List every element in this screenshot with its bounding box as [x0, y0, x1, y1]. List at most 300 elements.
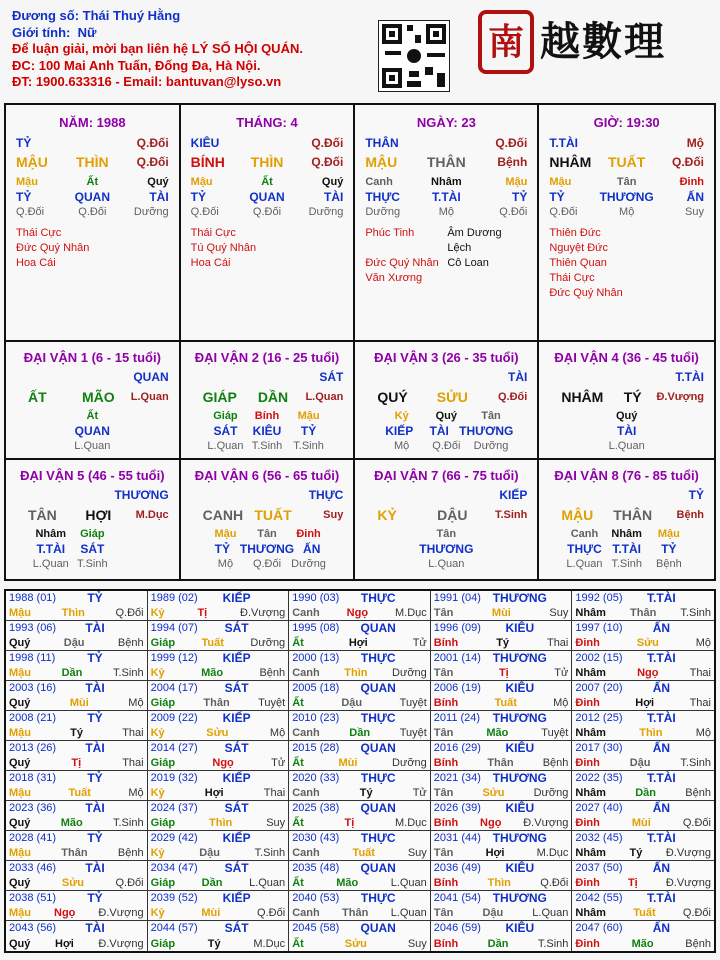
- year-stage: Q.Đối: [682, 907, 711, 919]
- year-stage: Mộ: [695, 637, 711, 649]
- year-god: ẤN: [652, 861, 671, 875]
- dai-van-god: KIẾP: [499, 488, 528, 502]
- dai-van-state: M.Dục: [135, 509, 169, 521]
- year-branch: Tuất: [494, 697, 517, 709]
- year-god: KIẾP: [222, 651, 251, 665]
- pillar-cell: [181, 105, 356, 342]
- year-stage: M.Dục: [395, 817, 427, 829]
- year-label: 2021 (34): [433, 772, 481, 784]
- year-god: QUAN: [360, 801, 396, 815]
- year-god: SÁT: [224, 681, 249, 695]
- year-stem: Tân: [433, 907, 454, 919]
- dai-van-god: THỰC: [308, 488, 344, 502]
- dai-van-hidden-god: TỶ: [661, 542, 677, 556]
- year-branch: Mùi: [631, 817, 651, 829]
- dai-van-title: ĐẠI VẬN 2 (16 - 25 tuổi): [194, 350, 340, 365]
- year-god: SÁT: [224, 621, 249, 635]
- year-stage: Mộ: [269, 727, 286, 739]
- pillar-state: Q.Đối: [311, 155, 344, 169]
- note-item: Đức Quý Nhân: [16, 242, 90, 254]
- dai-van-stem: CANH: [202, 507, 244, 523]
- year-stem: Bính: [433, 757, 459, 769]
- year-stem: Bính: [433, 938, 459, 950]
- year-label: 2034 (47): [150, 862, 198, 874]
- year-stage: Dưỡng: [533, 787, 569, 799]
- year-stem: Ất: [292, 757, 304, 769]
- dai-van-title: ĐẠI VẬN 1 (6 - 15 tuổi): [23, 350, 161, 365]
- year-branch: Mùi: [201, 907, 221, 919]
- hidden-god: THỰC: [365, 190, 400, 204]
- year-cell: [289, 921, 431, 951]
- year-stage: Dưỡng: [392, 667, 427, 679]
- dai-van-branch: MÃO: [82, 389, 115, 405]
- year-stage: Bệnh: [117, 637, 144, 649]
- year-god: QUAN: [360, 741, 396, 755]
- year-god: TÀI: [85, 681, 105, 695]
- year-branch: Tị: [627, 877, 638, 889]
- dai-van-stage: [469, 557, 514, 572]
- year-god: THƯƠNG: [492, 711, 547, 725]
- dai-van-title: ĐẠI VẬN 8 (76 - 85 tuổi): [554, 468, 699, 483]
- dai-van-title: ĐẠI VẬN 4 (36 - 45 tuổi): [554, 350, 699, 365]
- year-god: TỶ: [87, 831, 103, 845]
- brand-logo: 越數理: [540, 18, 666, 65]
- dai-van-stage: [113, 557, 155, 572]
- year-stage: Q.Đối: [257, 907, 286, 919]
- year-branch: Thân: [342, 907, 369, 919]
- dai-van-branch: TÝ: [623, 389, 642, 405]
- year-stage: Tử: [554, 667, 569, 679]
- year-stem: Nhâm: [575, 907, 606, 919]
- year-label: 2047 (60): [575, 922, 623, 934]
- year-label: 2007 (20): [575, 682, 623, 694]
- year-cell: [289, 831, 431, 861]
- note-item: Thái Cực: [16, 227, 62, 239]
- note-item: Đức Quý Nhân: [365, 257, 439, 269]
- dai-van-cell: [355, 460, 539, 581]
- hidden-god: THƯƠNG: [599, 190, 654, 204]
- year-cell: [431, 771, 573, 801]
- year-stage: Đ.Vượng: [665, 847, 711, 859]
- year-branch: Thìn: [639, 727, 663, 739]
- dai-van-stage: T.Sinh: [251, 440, 283, 452]
- year-label: 2000 (13): [292, 652, 340, 664]
- year-stage: Thai: [689, 697, 711, 709]
- year-cell: [572, 771, 714, 801]
- year-cell: [431, 681, 573, 711]
- year-stage: T.Sinh: [537, 938, 569, 950]
- year-label: 1994 (07): [150, 622, 198, 634]
- year-stage: Bệnh: [685, 938, 711, 950]
- dai-van-stem: MẬU: [561, 507, 594, 523]
- year-branch: Tị: [498, 667, 509, 679]
- hidden-god: TÀI: [149, 190, 169, 204]
- year-branch: Dần: [635, 787, 657, 799]
- year-god: ẤN: [652, 621, 671, 635]
- year-branch: Mão: [486, 727, 509, 739]
- year-stage: Mộ: [128, 697, 144, 709]
- dai-van-hidden: [113, 409, 155, 424]
- year-stage: Mộ: [695, 727, 711, 739]
- year-god: TỶ: [87, 591, 103, 605]
- year-branch: Dậu: [199, 847, 221, 859]
- year-branch: Hợi: [485, 847, 505, 859]
- year-label: 2004 (17): [150, 682, 198, 694]
- dai-van-hidden-god: SÁT: [213, 424, 238, 438]
- owner-label: Đương số:: [12, 8, 80, 23]
- year-god: TÀI: [85, 861, 105, 875]
- year-cell: [431, 831, 573, 861]
- year-branch: Mùi: [491, 607, 511, 619]
- year-cell: [6, 771, 148, 801]
- hidden-god: TỶ: [16, 190, 32, 204]
- year-cell: [431, 591, 573, 621]
- year-stem: Giáp: [150, 757, 176, 769]
- year-branch: Ngọ: [212, 757, 234, 769]
- life-stage: Suy: [685, 206, 705, 218]
- dai-van-stage: L.Quan: [74, 440, 111, 452]
- hidden-god: ẤN: [686, 190, 705, 204]
- year-label: 2003 (16): [9, 682, 57, 694]
- year-god: ẤN: [652, 741, 671, 755]
- note-item: Hoa Cái: [190, 257, 231, 269]
- note-item: Nguyệt Đức: [549, 242, 609, 254]
- year-label: 2043 (56): [9, 922, 57, 934]
- year-god: KIÊU: [505, 681, 535, 695]
- year-cell: [289, 771, 431, 801]
- year-cell: [572, 651, 714, 681]
- year-stem: Giáp: [150, 938, 176, 950]
- year-branch: Mùi: [69, 697, 89, 709]
- year-god: THỰC: [360, 771, 396, 785]
- year-stage: M.Dục: [536, 847, 569, 859]
- dai-van-stage: Mộ: [394, 440, 410, 452]
- year-stem: Tân: [433, 787, 454, 799]
- hidden-stem: Quý: [147, 176, 169, 188]
- dai-van-hidden: Mậu: [297, 410, 320, 422]
- year-cell: [6, 921, 148, 951]
- year-god: KIẾP: [222, 711, 251, 725]
- year-stage: Thai: [546, 637, 569, 649]
- year-god: SÁT: [224, 861, 249, 875]
- dai-van-stage: Q.Đối: [432, 440, 461, 452]
- dai-van-stage: Mộ: [217, 558, 234, 570]
- year-stem: Nhâm: [575, 847, 606, 859]
- year-cell: [431, 891, 573, 921]
- dai-van-state: T.Sinh: [494, 509, 528, 521]
- year-god: THỰC: [360, 891, 396, 905]
- dai-van-stage: L.Quan: [608, 440, 645, 452]
- dai-van-hidden: Đinh: [296, 528, 321, 540]
- dai-van-stage: T.Sinh: [293, 440, 324, 452]
- hidden-god: TỶ: [190, 190, 206, 204]
- gender-value: Nữ: [77, 24, 97, 40]
- dai-van-hidden-god: [473, 542, 513, 557]
- year-label: 2025 (38): [292, 802, 340, 814]
- year-god: TỶ: [87, 711, 103, 725]
- pillar-branch: THÂN: [426, 154, 466, 170]
- year-cell: [6, 621, 148, 651]
- year-stage: Bệnh: [542, 757, 569, 769]
- dai-van-title: ĐẠI VẬN 7 (66 - 75 tuổi): [374, 468, 519, 483]
- year-stem: Ất: [292, 938, 304, 950]
- dai-van-hidden-god: KIẾP: [385, 424, 414, 438]
- year-cell: [431, 741, 573, 771]
- owner-name: Thái Thuý Hằng: [82, 8, 181, 23]
- year-label: 1993 (06): [9, 622, 57, 634]
- year-god: TÀI: [85, 741, 105, 755]
- hidden-stem: Đinh: [679, 176, 705, 188]
- year-branch: Dậu: [341, 697, 363, 709]
- dai-van-branch: DẦN: [257, 389, 289, 405]
- pillar-branch: THÌN: [76, 154, 109, 170]
- year-cell: [148, 681, 290, 711]
- year-branch: Tý: [629, 847, 643, 859]
- dai-van-stem: QUÝ: [377, 389, 408, 405]
- year-stage: Dưỡng: [250, 637, 286, 649]
- year-cell: [6, 681, 148, 711]
- hidden-stem: Tân: [616, 176, 637, 188]
- year-cell: [572, 861, 714, 891]
- dai-van-hidden-god: QUAN: [74, 424, 110, 438]
- life-stage: Mộ: [438, 206, 454, 218]
- year-label: 2040 (53): [292, 892, 340, 904]
- year-cell: [6, 801, 148, 831]
- year-branch: Thân: [630, 607, 657, 619]
- year-stem: Mậu: [9, 607, 31, 619]
- dai-van-state: L.Quan: [130, 391, 169, 403]
- year-stem: Quý: [9, 938, 31, 950]
- pillar-stem: BÍNH: [190, 154, 225, 170]
- pillar-stem: MẬU: [16, 154, 48, 170]
- year-branch: Tý: [207, 938, 221, 950]
- year-branch: Hợi: [55, 938, 74, 950]
- pillar-branch: THÌN: [250, 154, 284, 170]
- year-stage: L.Quan: [390, 877, 427, 889]
- pillar-stem-god: TỶ: [16, 136, 32, 150]
- year-stem: Kỷ: [150, 607, 165, 619]
- dai-van-hidden-god: [563, 424, 605, 439]
- year-stage: Suy: [266, 817, 286, 829]
- year-god: SÁT: [224, 801, 249, 815]
- year-label: 2022 (35): [575, 772, 623, 784]
- dai-van-hidden-god: T.TÀI: [36, 542, 66, 556]
- year-god: T.TÀI: [647, 891, 676, 905]
- year-stage: Tuyệt: [399, 727, 427, 739]
- pillar-title: NGÀY: 23: [416, 115, 476, 130]
- year-stage: Đ.Vượng: [665, 877, 711, 889]
- dai-van-hidden: Bính: [254, 410, 280, 422]
- dai-van-stem: NHÂM: [561, 389, 604, 405]
- year-branch: Sửu: [482, 787, 505, 799]
- life-stage: Dưỡng: [365, 206, 401, 218]
- year-stem: Bính: [433, 817, 459, 829]
- year-branch: Tuất: [201, 637, 224, 649]
- year-label: 2037 (50): [575, 862, 623, 874]
- year-label: 1990 (03): [292, 592, 340, 604]
- dai-van-hidden: Nhâm: [35, 528, 67, 540]
- dai-van-hidden: Mậu: [657, 528, 680, 540]
- dai-van-stem: GIÁP: [202, 389, 237, 405]
- year-stem: Quý: [9, 637, 31, 649]
- dai-van-hidden: [469, 527, 514, 542]
- year-label: 2019 (32): [150, 772, 198, 784]
- year-branch: Hợi: [348, 637, 368, 649]
- year-branch: Dần: [487, 938, 509, 950]
- year-label: 2031 (44): [433, 832, 481, 844]
- year-cell: [289, 861, 431, 891]
- year-stem: Đinh: [575, 637, 600, 649]
- dai-van-stage: [30, 439, 72, 454]
- year-stage: Suy: [549, 607, 569, 619]
- pillar-stem-god: KIÊU: [190, 136, 220, 150]
- year-god: QUAN: [360, 861, 396, 875]
- dai-van-stage: L.Quan: [32, 558, 69, 570]
- year-label: 2044 (57): [150, 922, 198, 934]
- year-god: THỰC: [360, 831, 396, 845]
- year-stage: Tuyệt: [399, 697, 427, 709]
- year-god: THỰC: [360, 711, 396, 725]
- year-label: 2035 (48): [292, 862, 340, 874]
- year-label: 2013 (26): [9, 742, 57, 754]
- note-item: Đức Quý Nhân: [549, 287, 623, 299]
- year-god: THỰC: [360, 651, 396, 665]
- pillar-branch: TUẤT: [608, 154, 646, 170]
- dai-van-stage: Q.Đối: [252, 558, 282, 570]
- dai-van-hidden: Giáp: [80, 528, 105, 540]
- year-label: 2020 (33): [292, 772, 340, 784]
- year-god: QUAN: [360, 921, 396, 935]
- life-stage: Q.Đối: [499, 206, 528, 218]
- pillar-top-state: Mộ: [686, 136, 705, 150]
- year-label: 2016 (29): [433, 742, 481, 754]
- year-stage: T.Sinh: [113, 817, 144, 829]
- year-branch: Tị: [71, 757, 82, 769]
- year-branch: Tý: [70, 727, 84, 739]
- dai-van-stage: [113, 439, 155, 454]
- year-label: 2030 (43): [292, 832, 340, 844]
- dai-van-hidden: [379, 527, 424, 542]
- year-stem: Bính: [433, 697, 459, 709]
- year-branch: Thìn: [61, 607, 85, 619]
- pillars-grid: [4, 103, 716, 581]
- dai-van-state: Bệnh: [676, 509, 705, 521]
- year-stage: Tuyệt: [541, 727, 569, 739]
- year-label: 2046 (59): [433, 922, 481, 934]
- dai-van-hidden: [113, 527, 155, 542]
- year-label: 2045 (58): [292, 922, 340, 934]
- year-stem: Canh: [292, 847, 320, 859]
- dai-van-stage: Dưỡng: [473, 440, 509, 452]
- year-god: ẤN: [652, 921, 671, 935]
- year-stem: Canh: [292, 727, 320, 739]
- dai-van-branch: TUẤT: [254, 507, 292, 523]
- year-branch: Tị: [344, 817, 355, 829]
- dai-van-hidden-god: TÀI: [429, 424, 449, 438]
- year-label: 2039 (52): [150, 892, 198, 904]
- note-item: Âm Dương Lệch: [447, 227, 502, 254]
- hidden-stem: Ất: [86, 176, 99, 188]
- note-item: Thiên Quan: [549, 257, 607, 269]
- year-branch: Tuất: [352, 847, 375, 859]
- year-stage: Bệnh: [259, 667, 286, 679]
- year-stem: Canh: [292, 607, 320, 619]
- note-item: Thái Cực: [549, 272, 595, 284]
- dai-van-hidden-god: THƯƠNG: [239, 542, 295, 556]
- year-stage: Đ.Vượng: [523, 817, 569, 829]
- hidden-stem: Mậu: [190, 176, 213, 188]
- year-cell: [289, 891, 431, 921]
- year-god: TỶ: [87, 891, 103, 905]
- year-label: 2023 (36): [9, 802, 57, 814]
- year-god: KIÊU: [505, 621, 535, 635]
- year-label: 2028 (41): [9, 832, 57, 844]
- year-god: T.TÀI: [647, 591, 676, 605]
- year-god: QUAN: [360, 621, 396, 635]
- dai-van-hidden-god: SÁT: [80, 542, 105, 556]
- dai-van-stage: T.Sinh: [611, 558, 642, 570]
- dai-van-hidden-god: THƯƠNG: [419, 542, 474, 556]
- year-stem: Tân: [433, 607, 454, 619]
- phone-email-line[interactable]: ĐT: 1900.633316 - Email: bantuvan@lyso.vn: [12, 74, 282, 89]
- dai-van-hidden: Nhâm: [611, 528, 642, 540]
- year-stem: Kỷ: [150, 847, 165, 859]
- dai-van-god: TỶ: [688, 488, 704, 502]
- year-branch: Thìn: [344, 667, 368, 679]
- life-stage: Q.Đối: [549, 206, 578, 218]
- year-cell: [431, 621, 573, 651]
- year-god: KIÊU: [505, 801, 535, 815]
- hidden-god: TÀI: [323, 190, 344, 204]
- year-branch: Tuất: [68, 787, 91, 799]
- year-cell: [572, 831, 714, 861]
- dai-van-hidden: Ất: [86, 410, 99, 422]
- year-cell: [148, 621, 290, 651]
- dai-van-cell: [181, 460, 356, 581]
- year-stem: Ất: [292, 817, 304, 829]
- dai-van-god: TÀI: [507, 370, 528, 384]
- dai-van-stem: KỶ: [377, 507, 397, 523]
- dai-van-branch: HỢI: [85, 507, 112, 523]
- year-branch: Sửu: [636, 637, 659, 649]
- pillar-state: Q.Đối: [136, 155, 169, 169]
- pillar-top-state: Q.Đối: [311, 136, 344, 150]
- year-stem: Đinh: [575, 817, 600, 829]
- hidden-god: TỶ: [549, 190, 565, 204]
- year-stem: Đinh: [575, 877, 600, 889]
- year-stage: Bệnh: [685, 787, 711, 799]
- pillar-notes: [181, 220, 354, 271]
- year-branch: Hợi: [204, 787, 224, 799]
- pillar-notes: [355, 220, 537, 286]
- year-stem: Đinh: [575, 697, 600, 709]
- dai-van-hidden: Giáp: [213, 410, 238, 422]
- dai-van-hidden-god: TỶ: [214, 542, 230, 556]
- dai-van-hidden-god: TỶ: [300, 424, 317, 438]
- year-stage: Q.Đối: [682, 817, 711, 829]
- note-item: Văn Xương: [365, 272, 423, 284]
- year-god: THƯƠNG: [492, 651, 547, 665]
- dai-van-stage: [648, 439, 690, 454]
- year-stage: Tử: [412, 787, 427, 799]
- year-stage: M.Dục: [395, 607, 427, 619]
- qr-code-icon[interactable]: [378, 20, 450, 92]
- note-item: Thái Cực: [190, 227, 236, 239]
- address-line: ĐC: 100 Mai Anh Tuấn, Đống Đa, Hà Nội.: [12, 57, 261, 73]
- year-stem: Ất: [292, 697, 304, 709]
- hidden-god: T.TÀI: [431, 190, 461, 204]
- pillar-stem-god: T.TÀI: [549, 136, 578, 150]
